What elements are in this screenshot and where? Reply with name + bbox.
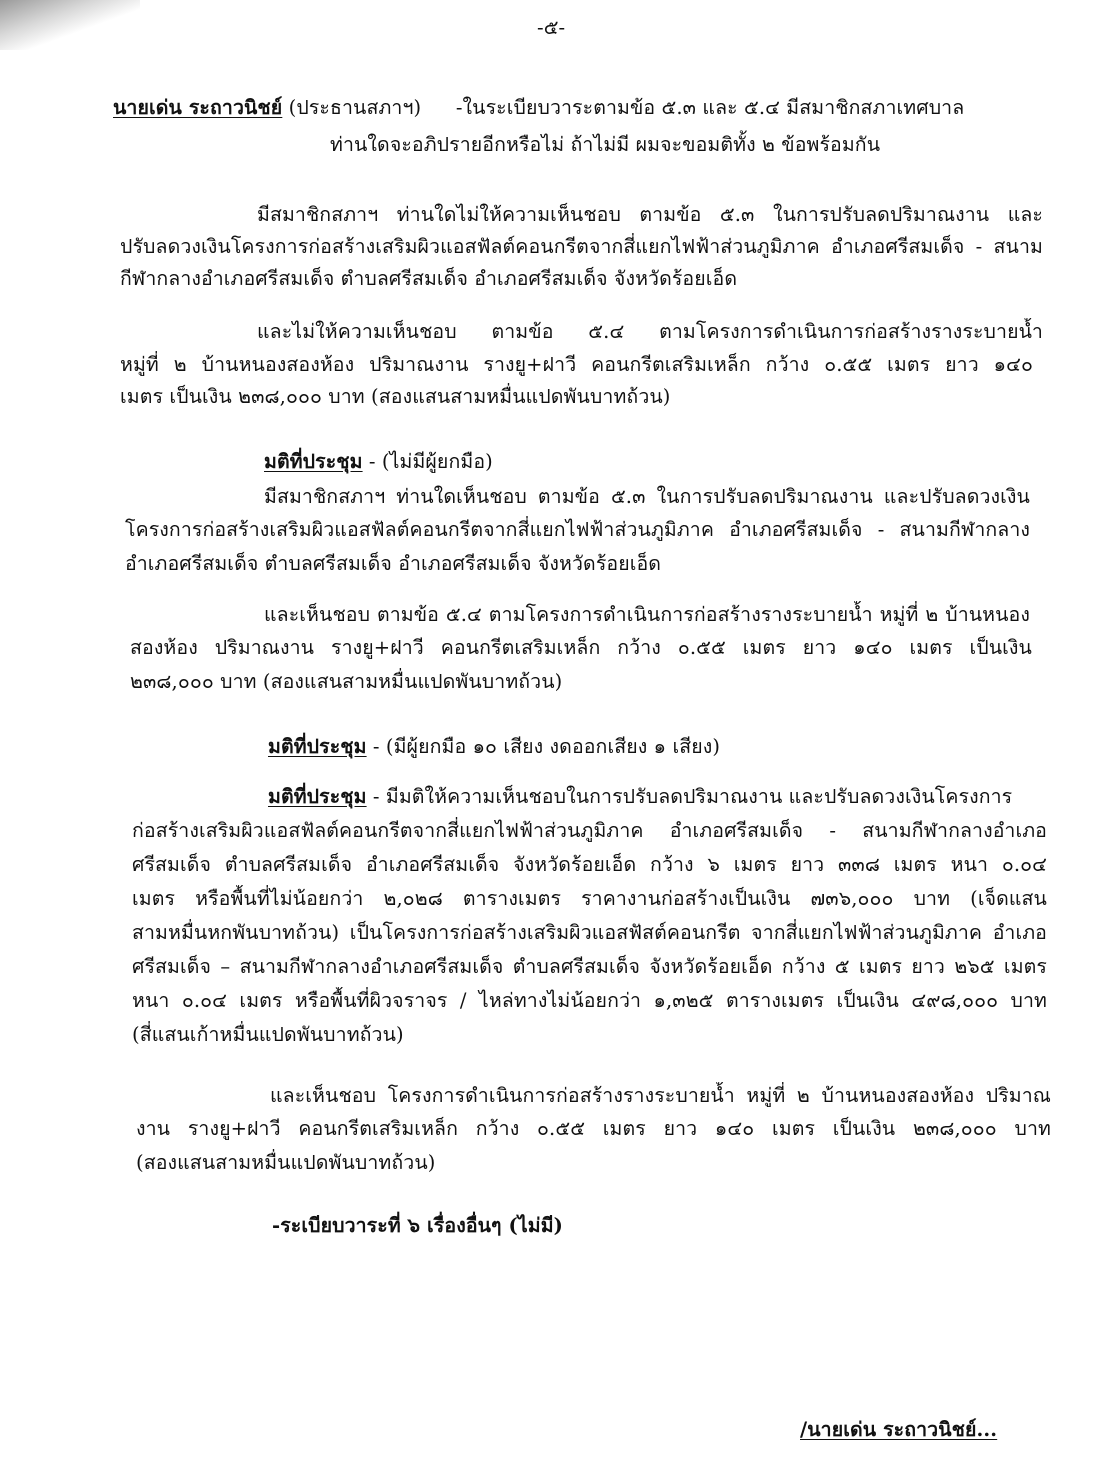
- resolution-1-label: มติที่ประชุม: [264, 450, 363, 473]
- resolution-3-text-line1: - มีมติให้ความเห็นชอบในการปรับลดปริมาณงาน และปรับลดวงเงินโครงการ: [366, 785, 1013, 808]
- resolution-3-line1: [268, 783, 1012, 811]
- resolution-3-label: มติที่ประชุม: [268, 785, 367, 808]
- resolution-3-line2: ก่อสร้างเสริมผิวแอสฟัลต์คอนกรีตจากสี่แยกไฟฟ้าส่วนภูมิภาค อำเภอศรีสมเด็จ - สนามกีฬากลางอำเภอ: [132, 819, 1047, 842]
- continuation-footer: /นายเด่น ระถาวนิชย์...: [800, 1418, 998, 1441]
- paragraph-approve-5-4-line3: ๒๓๘,๐๐๐ บาท (สองแสนสามหมื่นแปดพันบาทถ้วน): [130, 670, 563, 693]
- resolution-2-label: มติที่ประชุม: [268, 735, 367, 758]
- agenda-6-heading: -ระเบียบวาระที่ ๖ เรื่องอื่นๆ (ไม่มี): [272, 1214, 563, 1237]
- speaker-role: (ประธานสภาฯ): [288, 96, 422, 119]
- paragraph-approve-drainage-line1: และเห็นชอบ โครงการดำเนินการก่อสร้างรางระบายน้ำ หมู่ที่ ๒ บ้านหนองสองห้อง ปริมาณ: [270, 1084, 1051, 1107]
- resolution-3-line7: หนา ๐.๐๔ เมตร หรือพื้นที่ผิวจราจร / ไหล่ทางไม่น้อยกว่า ๑,๓๒๕ ตารางเมตร เป็นเงิน ๔๙๘,๐๐๐ บาท: [132, 989, 1047, 1012]
- resolution-3-line4: เมตร หรือพื้นที่ไม่น้อยกว่า ๒,๐๒๘ ตารางเมตร ราคางานก่อสร้างเป็นเงิน ๗๓๖,๐๐๐ บาท (เจ็ดแสน: [132, 887, 1047, 910]
- paragraph-disapprove-5-3-line2: ปรับลดวงเงินโครงการก่อสร้างเสริมผิวแอสฟัลต์คอนกรีตจากสี่แยกไฟฟ้าส่วนภูมิภาค อำเภอศรีสมเด็จ - สนาม: [120, 235, 1043, 258]
- resolution-3-line8: (สี่แสนเก้าหมื่นแปดพันบาทถ้วน): [132, 1023, 404, 1046]
- resolution-1-text: - (ไม่มีผู้ยกมือ): [362, 450, 493, 473]
- paragraph-approve-5-3-line2: โครงการก่อสร้างเสริมผิวแอสฟัลต์คอนกรีตจากสี่แยกไฟฟ้าส่วนภูมิภาค อำเภอศรีสมเด็จ - สนามกีฬากลาง: [125, 518, 1030, 541]
- paragraph-disapprove-5-4-line2: หมู่ที่ ๒ บ้านหนองสองห้อง ปริมาณงาน รางยู+ฝาวี คอนกรีตเสริมเหล็ก กว้าง ๐.๕๕ เมตร ยาว ๑๔๐: [120, 353, 1033, 376]
- paragraph-approve-5-4-line2: สองห้อง ปริมาณงาน รางยู+ฝาวี คอนกรีตเสริมเหล็ก กว้าง ๐.๕๕ เมตร ยาว ๑๔๐ เมตร เป็นเงิน: [130, 636, 1032, 659]
- speaker-text-line2: ท่านใดจะอภิปรายอีกหรือไม่ ถ้าไม่มี ผมจะขอมติทั้ง ๒ ข้อพร้อมกัน: [330, 133, 881, 156]
- resolution-3-line6: ศรีสมเด็จ – สนามกีฬากลางอำเภอศรีสมเด็จ ตำบลศรีสมเด็จ จังหวัดร้อยเอ็ด กว้าง ๕ เมตร ยาว ๒๖๕ เมตร: [132, 955, 1047, 978]
- resolution-2-text: - (มีผู้ยกมือ ๑๐ เสียง งดออกเสียง ๑ เสียง): [366, 735, 721, 758]
- paragraph-disapprove-5-4-line1: และไม่ให้ความเห็นชอบ ตามข้อ ๕.๔ ตามโครงการดำเนินการก่อสร้างรางระบายน้ำ: [257, 320, 1043, 343]
- page-number: -๕-: [537, 16, 566, 39]
- paragraph-approve-drainage-line3: (สองแสนสามหมื่นแปดพันบาทถ้วน): [136, 1151, 436, 1174]
- speaker-name: นายเด่น ระถาวนิชย์: [113, 96, 283, 119]
- paragraph-approve-5-3-line3: อำเภอศรีสมเด็จ ตำบลศรีสมเด็จ อำเภอศรีสมเด็จ จังหวัดร้อยเอ็ด: [125, 552, 662, 575]
- paragraph-approve-5-4-line1: และเห็นชอบ ตามข้อ ๕.๔ ตามโครงการดำเนินการก่อสร้างรางระบายน้ำ หมู่ที่ ๒ บ้านหนอง: [264, 603, 1030, 626]
- paragraph-approve-drainage-line2: งาน รางยู+ฝาวี คอนกรีตเสริมเหล็ก กว้าง ๐.๕๕ เมตร ยาว ๑๔๐ เมตร เป็นเงิน ๒๓๘,๐๐๐ บาท: [136, 1117, 1051, 1140]
- paragraph-approve-5-3-line1: มีสมาชิกสภาฯ ท่านใดเห็นชอบ ตามข้อ ๕.๓ ในการปรับลดปริมาณงาน และปรับลดวงเงิน: [264, 485, 1030, 508]
- resolution-3-line3: ศรีสมเด็จ ตำบลศรีสมเด็จ อำเภอศรีสมเด็จ จังหวัดร้อยเอ็ด กว้าง ๖ เมตร ยาว ๓๓๘ เมตร หนา ๐.๐๔: [132, 853, 1047, 876]
- resolution-3-line5: สามหมื่นหกพันบาทถ้วน) เป็นโครงการก่อสร้างเสริมผิวแอสฟัสต์คอนกรีต จากสี่แยกไฟฟ้าส่วนภูมิภาค อำเภอ: [132, 921, 1047, 944]
- paragraph-disapprove-5-3-line1: มีสมาชิกสภาฯ ท่านใดไม่ให้ความเห็นชอบ ตามข้อ ๕.๓ ในการปรับลดปริมาณงาน และ: [257, 203, 1043, 226]
- speaker-text-line1: -ในระเบียบวาระตามข้อ ๕.๓ และ ๕.๔ มีสมาชิกสภาเทศบาล: [455, 96, 965, 119]
- resolution-1: [264, 448, 493, 476]
- speaker-line: [113, 94, 964, 122]
- resolution-2: [268, 733, 720, 761]
- paragraph-disapprove-5-3-line3: กีฬากลางอำเภอศรีสมเด็จ ตำบลศรีสมเด็จ อำเภอศรีสมเด็จ จังหวัดร้อยเอ็ด: [120, 267, 738, 290]
- paragraph-disapprove-5-4-line3: เมตร เป็นเงิน ๒๓๘,๐๐๐ บาท (สองแสนสามหมื่นแปดพันบาทถ้วน): [120, 385, 671, 408]
